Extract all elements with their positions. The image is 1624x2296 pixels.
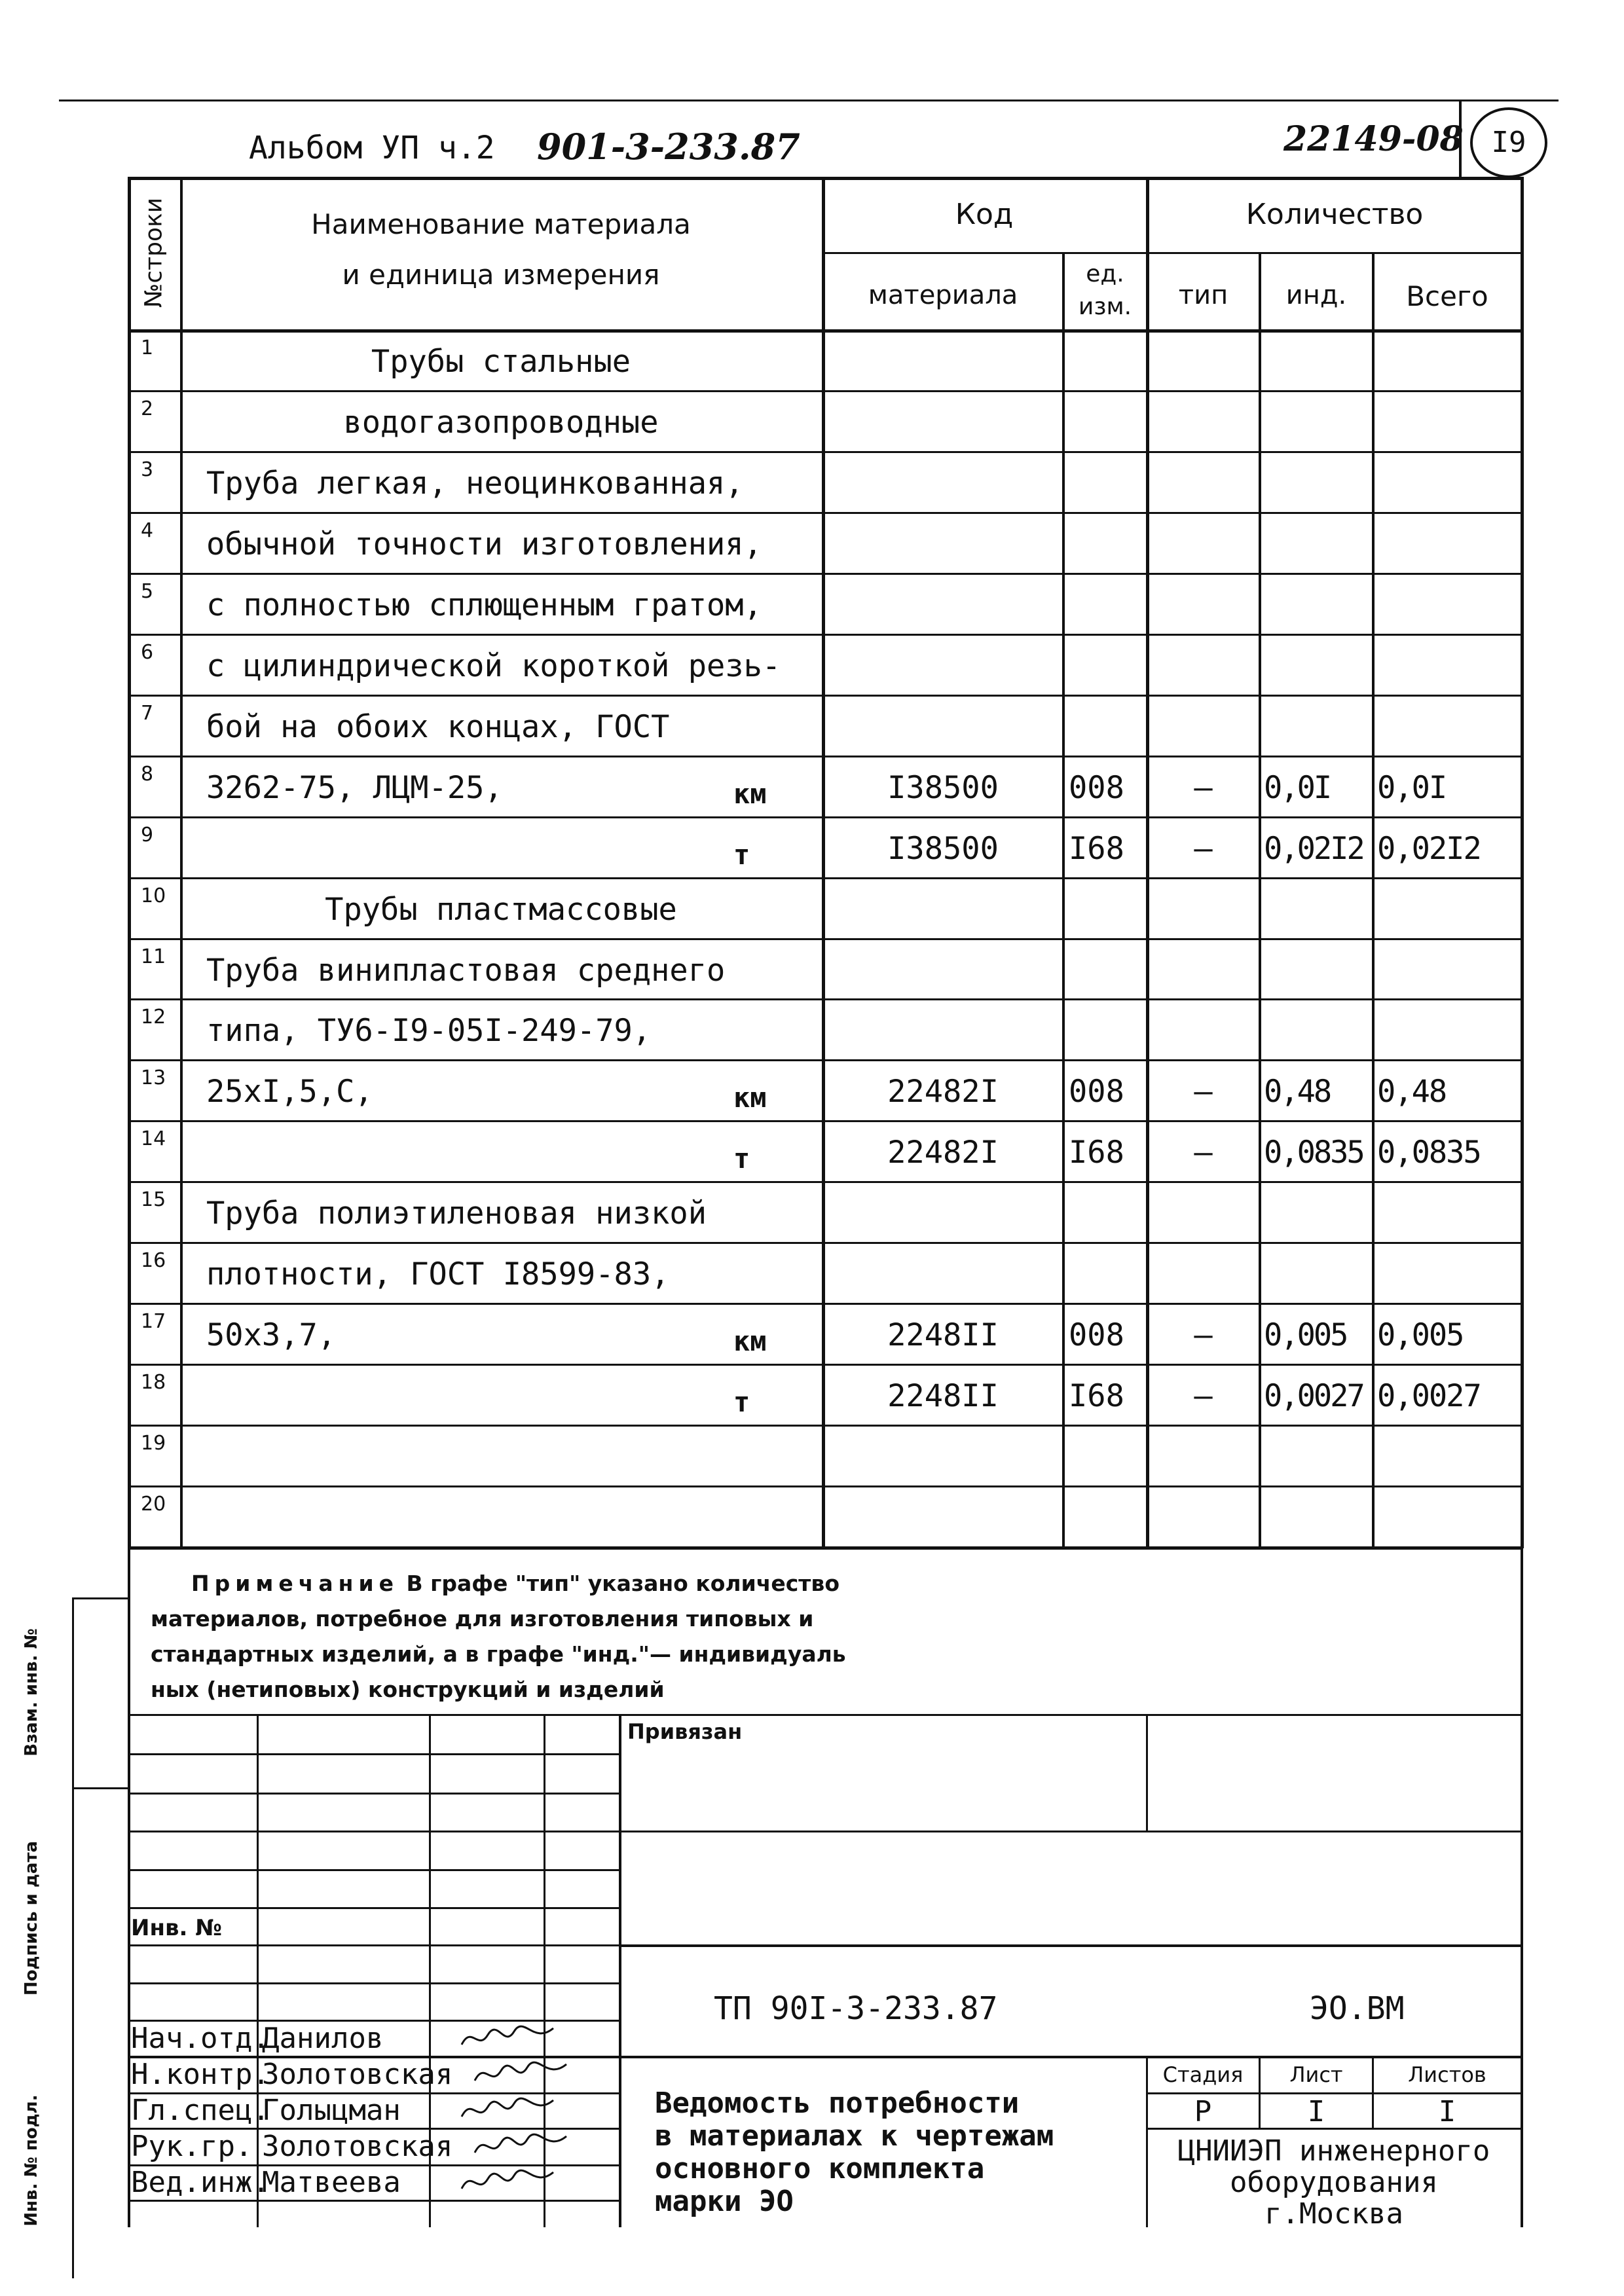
material-name: плотности, ГОСТ I8599-83,: [206, 1256, 670, 1293]
row-number: 16: [141, 1249, 166, 1273]
name-header-line1: Наименование материала: [311, 208, 691, 240]
row-number: 14: [141, 1127, 166, 1151]
row-divider: [128, 877, 1522, 879]
quantity-type: –: [1194, 1317, 1213, 1354]
document-mark: ЭО.ВМ: [1310, 1990, 1405, 2027]
staff-name: Голыцман: [262, 2094, 401, 2127]
sheets-label: Листов: [1408, 2062, 1486, 2087]
staff-role: Н.контр.: [131, 2058, 270, 2091]
material-name: 50x3,7,: [206, 1317, 337, 1354]
row-number: 12: [141, 1006, 166, 1029]
staff-role: Рук.гр.: [131, 2130, 253, 2163]
row-divider: [128, 998, 1522, 1000]
unit-of-measure: т: [733, 1142, 750, 1175]
sheet-label: Лист: [1289, 2062, 1343, 2087]
quantity-total: 0,0027: [1377, 1378, 1481, 1415]
unit-code-header-2: изм.: [1078, 293, 1132, 320]
row-number-header: №строки: [140, 197, 168, 308]
quantity-type: –: [1194, 1378, 1213, 1415]
side-label-signature: Подпись и дата: [22, 1840, 41, 1996]
signature-icon: [471, 2058, 570, 2089]
quantity-individual: 0,02I2: [1264, 830, 1363, 867]
stage-value: Р: [1194, 2095, 1212, 2128]
row-divider: [128, 1485, 1522, 1487]
unit-code: 008: [1069, 1074, 1124, 1110]
unit-of-measure: км: [733, 1325, 767, 1358]
unit-of-measure: км: [733, 777, 767, 810]
material-name: 3262-75, ЛЦМ-25,: [206, 769, 503, 806]
row-divider: [128, 1120, 1522, 1122]
row-number: 5: [141, 579, 154, 603]
quantity-type: –: [1194, 1135, 1213, 1171]
material-name: 25xI,5,C,: [206, 1074, 373, 1110]
material-name: с цилиндрической короткой резь-: [206, 647, 781, 684]
unit-code: 008: [1069, 1317, 1124, 1354]
row-number: 19: [141, 1432, 166, 1455]
inventory-number-label: Инв. №: [131, 1915, 223, 1941]
signature-icon: [458, 2094, 557, 2125]
row-number: 2: [141, 397, 154, 420]
staff-role: Нач.отд.: [131, 2022, 270, 2055]
row-divider: [128, 1059, 1522, 1061]
material-name: Труба винипластовая среднего: [206, 952, 726, 989]
note-line4: ных (нетиповых) конструкций и изделий: [151, 1677, 665, 1702]
type-header: тип: [1178, 280, 1228, 310]
row-divider: [128, 573, 1522, 575]
row-divider: [128, 1364, 1522, 1366]
row-number: 3: [141, 458, 154, 481]
row-divider: [128, 816, 1522, 818]
unit-code: I68: [1069, 830, 1124, 867]
material-name: с полностью сплющенным гратом,: [206, 587, 762, 623]
material-name: водогазопроводные: [343, 404, 659, 441]
quantity-type: –: [1194, 1074, 1213, 1110]
staff-role: Вед.инж.: [131, 2166, 270, 2199]
staff-name: Золотовская: [262, 2058, 453, 2091]
staff-name: Золотовская: [262, 2130, 453, 2163]
quantity-individual: 0,0I: [1264, 769, 1331, 806]
note-line3: стандартных изделий, а в графе "инд."— индивидуаль: [151, 1641, 846, 1667]
document-title-line4: марки ЭО: [655, 2185, 794, 2218]
material-code: 22482I: [887, 1135, 999, 1171]
organization-line3: г.Москва: [1264, 2197, 1403, 2227]
row-number: 6: [141, 640, 154, 664]
name-header-line2: и единица измерения: [342, 259, 660, 291]
row-divider: [128, 634, 1522, 636]
organization-line1: ЦНИИЭП инженерного: [1177, 2136, 1490, 2168]
side-label-replacement: Взам. инв. №: [22, 1628, 41, 1757]
quantity-individual: 0,0835: [1264, 1135, 1363, 1171]
row-divider: [128, 512, 1522, 514]
row-divider: [128, 756, 1522, 757]
material-name: обычной точности изготовления,: [206, 526, 762, 562]
material-code: 2248II: [887, 1317, 999, 1354]
unit-code: I68: [1069, 1378, 1124, 1415]
unit-code: I68: [1069, 1135, 1124, 1171]
row-number: 17: [141, 1310, 166, 1334]
total-header: Всего: [1406, 280, 1488, 312]
organization: [1147, 2136, 1521, 2227]
document-title: [655, 2087, 1054, 2218]
staff-name: Матвеева: [262, 2166, 401, 2199]
row-divider: [128, 938, 1522, 940]
row-divider: [128, 695, 1522, 697]
document-title-line3: основного комплекта: [655, 2152, 985, 2185]
project-number: 901-3-233.87: [537, 126, 800, 168]
material-name: Трубы стальные: [371, 344, 631, 380]
document-title-line2: в материалах к чертежам: [655, 2119, 1054, 2153]
unit-of-measure: т: [733, 838, 750, 871]
row-number: 20: [141, 1493, 166, 1516]
side-label-original: Инв. № подл.: [22, 2094, 41, 2227]
privyazan-label: Привязан: [627, 1719, 743, 1744]
row-number: 10: [141, 884, 166, 907]
row-divider: [128, 1242, 1522, 1244]
quantity-type: –: [1194, 830, 1213, 867]
staff-name: Данилов: [262, 2022, 384, 2055]
unit-code: 008: [1069, 769, 1124, 806]
unit-of-measure: т: [733, 1386, 750, 1419]
quantity-total: 0,0835: [1377, 1135, 1481, 1171]
quantity-total: 0,02I2: [1377, 830, 1481, 867]
quantity-total: 0,005: [1377, 1317, 1464, 1354]
material-code: 22482I: [887, 1074, 999, 1110]
material-code: 2248II: [887, 1378, 999, 1415]
row-number: 1: [141, 337, 154, 359]
unit-code-header-1: ед.: [1086, 261, 1124, 287]
row-divider: [128, 451, 1522, 453]
sheets-value: I: [1438, 2095, 1456, 2128]
note-title: Примечание: [191, 1571, 399, 1596]
material-name: Трубы пластмассовые: [325, 891, 677, 928]
inventory-code: 22149-08: [1283, 119, 1464, 159]
note: [151, 1566, 846, 1707]
staff-role: Гл.спец.: [131, 2094, 270, 2127]
quantity-individual: 0,005: [1264, 1317, 1347, 1354]
row-divider: [128, 1181, 1522, 1183]
quantity-total: 0,48: [1377, 1074, 1447, 1110]
row-number: 18: [141, 1371, 166, 1394]
material-name: Труба легкая, неоцинкованная,: [206, 465, 744, 501]
row-number: 7: [141, 701, 154, 725]
signature-icon: [458, 2022, 557, 2053]
code-header: Код: [955, 198, 1014, 231]
signature-icon: [471, 2130, 570, 2161]
ind-header: инд.: [1285, 280, 1347, 310]
quantity-individual: 0,48: [1264, 1074, 1331, 1110]
quantity-header: Количество: [1246, 198, 1424, 231]
note-line2: материалов, потребное для изготовления типовых и: [151, 1606, 814, 1631]
row-number: 8: [141, 762, 154, 786]
row-number: 4: [141, 519, 154, 542]
sheet-value: I: [1307, 2095, 1325, 2128]
row-number: 13: [141, 1066, 166, 1090]
unit-of-measure: км: [733, 1082, 767, 1114]
material-code: I38500: [887, 769, 999, 806]
material-code: I38500: [887, 830, 999, 867]
document-code: ТП 90I-3-233.87: [714, 1990, 998, 2027]
document-title-line1: Ведомость потребности: [655, 2086, 1020, 2120]
album-label: Альбом УП ч.2: [249, 130, 495, 166]
organization-line2: оборудования: [1230, 2166, 1438, 2199]
material-name: Труба полиэтиленовая низкой: [206, 1195, 707, 1232]
stage-label: Стадия: [1162, 2062, 1244, 2087]
material-name: типа, ТУ6-I9-05I-249-79,: [206, 1013, 652, 1049]
row-number: 15: [141, 1188, 166, 1212]
material-code-header: материала: [868, 280, 1018, 310]
row-number: 9: [141, 823, 154, 847]
row-divider: [128, 1425, 1522, 1427]
row-divider: [128, 1303, 1522, 1305]
quantity-type: –: [1194, 769, 1213, 806]
quantity-individual: 0,0027: [1264, 1378, 1363, 1415]
row-number: 11: [141, 945, 166, 968]
page-number: I9: [1491, 126, 1526, 159]
signature-icon: [458, 2166, 557, 2197]
note-line1: В графе "тип" указано количество: [406, 1571, 840, 1596]
quantity-total: 0,0I: [1377, 769, 1447, 806]
row-divider: [128, 390, 1522, 392]
material-name: бой на обоих концах, ГОСТ: [206, 708, 670, 745]
